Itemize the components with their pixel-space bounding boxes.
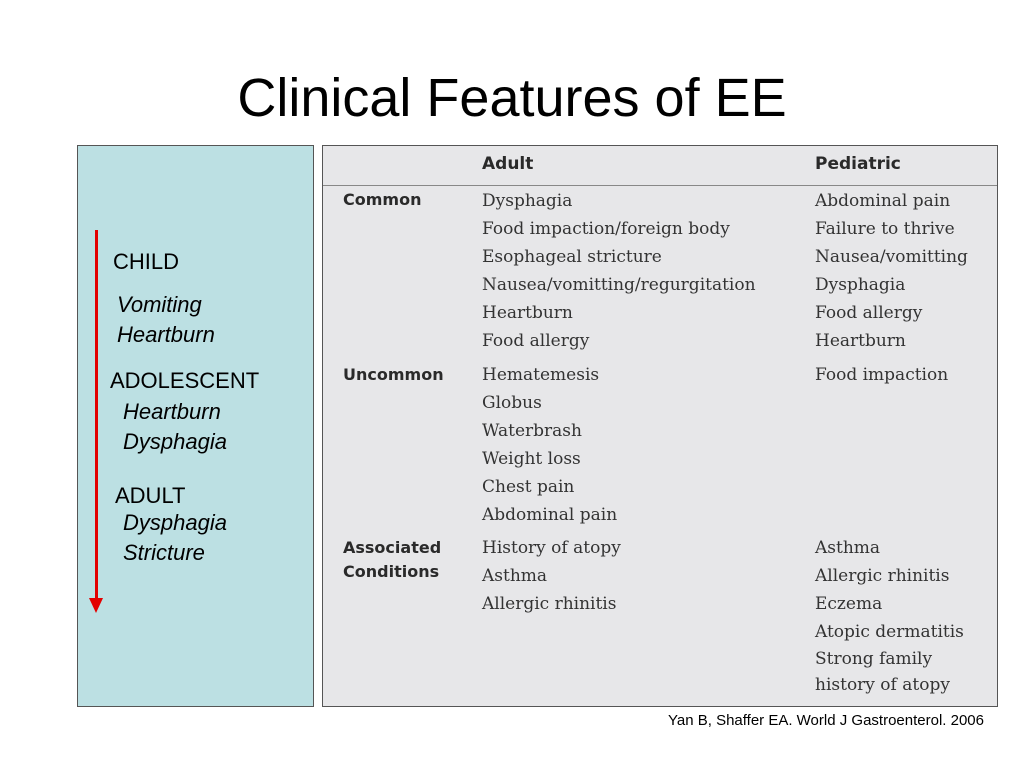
list-item: Waterbrash <box>482 421 582 441</box>
list-item: Asthma <box>815 538 881 558</box>
list-item: Globus <box>482 393 542 413</box>
list-item: History of atopy <box>482 538 621 558</box>
clinical-features-table <box>322 145 998 707</box>
uncommon-pediatric-cell <box>815 361 948 389</box>
list-item: Atopic dermatitis <box>815 622 964 642</box>
row-label-common: Common <box>343 190 422 209</box>
list-item: Abdominal pain <box>815 191 951 211</box>
header-pediatric: Pediatric <box>815 154 901 174</box>
list-item: history of atopy <box>815 675 950 695</box>
arrow-down-icon <box>89 598 103 613</box>
list-item: Allergic rhinitis <box>815 566 950 586</box>
common-adult-cell <box>482 187 756 355</box>
child-symptom: Vomiting <box>117 292 202 317</box>
uncommon-adult-cell <box>482 361 617 529</box>
adult-symptom: Stricture <box>123 540 205 565</box>
child-symptom: Heartburn <box>117 322 215 347</box>
list-item: Food allergy <box>482 331 590 351</box>
list-item: Dysphagia <box>482 191 573 211</box>
citation: Yan B, Shaffer EA. World J Gastroenterol. 2006 <box>667 712 984 729</box>
list-item: Nausea/vomitting <box>815 247 968 267</box>
list-item: Allergic rhinitis <box>482 594 617 614</box>
list-item: Heartburn <box>815 331 906 351</box>
header-adult: Adult <box>482 154 534 174</box>
slide-title: Clinical Features of EE <box>237 68 787 128</box>
row-label-associated-conditions: Associated Conditions <box>343 538 442 581</box>
list-item: Food impaction/foreign body <box>482 219 730 239</box>
header-divider <box>323 185 997 186</box>
list-item: Nausea/vomitting/regurgitation <box>482 275 756 295</box>
list-item: Hematemesis <box>482 365 600 385</box>
adolescent-symptom: Heartburn <box>123 399 221 424</box>
list-item: Weight loss <box>482 449 581 469</box>
list-item: Failure to thrive <box>815 219 955 239</box>
list-item: Food impaction <box>815 365 949 385</box>
stage-adult-label: ADULT <box>115 483 186 508</box>
list-item: Heartburn <box>482 303 573 323</box>
list-item: Eczema <box>815 594 883 614</box>
list-item: Food allergy <box>815 303 923 323</box>
stage-adolescent-label: ADOLESCENT <box>110 368 260 393</box>
list-item: Abdominal pain <box>482 505 618 525</box>
list-item: Chest pain <box>482 477 575 497</box>
adolescent-symptom: Dysphagia <box>123 429 227 454</box>
list-item: Esophageal stricture <box>482 247 662 267</box>
list-item: Dysphagia <box>815 275 906 295</box>
associated-pediatric-cell <box>815 534 964 698</box>
row-label-uncommon: Uncommon <box>343 365 444 384</box>
stage-child-label: CHILD <box>113 249 180 274</box>
age-progression-arrow <box>95 230 98 600</box>
table-header-row <box>323 146 997 186</box>
list-item: Asthma <box>482 566 548 586</box>
adult-symptom: Dysphagia <box>123 510 227 535</box>
common-pediatric-cell <box>815 187 968 355</box>
associated-adult-cell <box>482 534 621 618</box>
list-item: Strong family <box>815 649 933 669</box>
